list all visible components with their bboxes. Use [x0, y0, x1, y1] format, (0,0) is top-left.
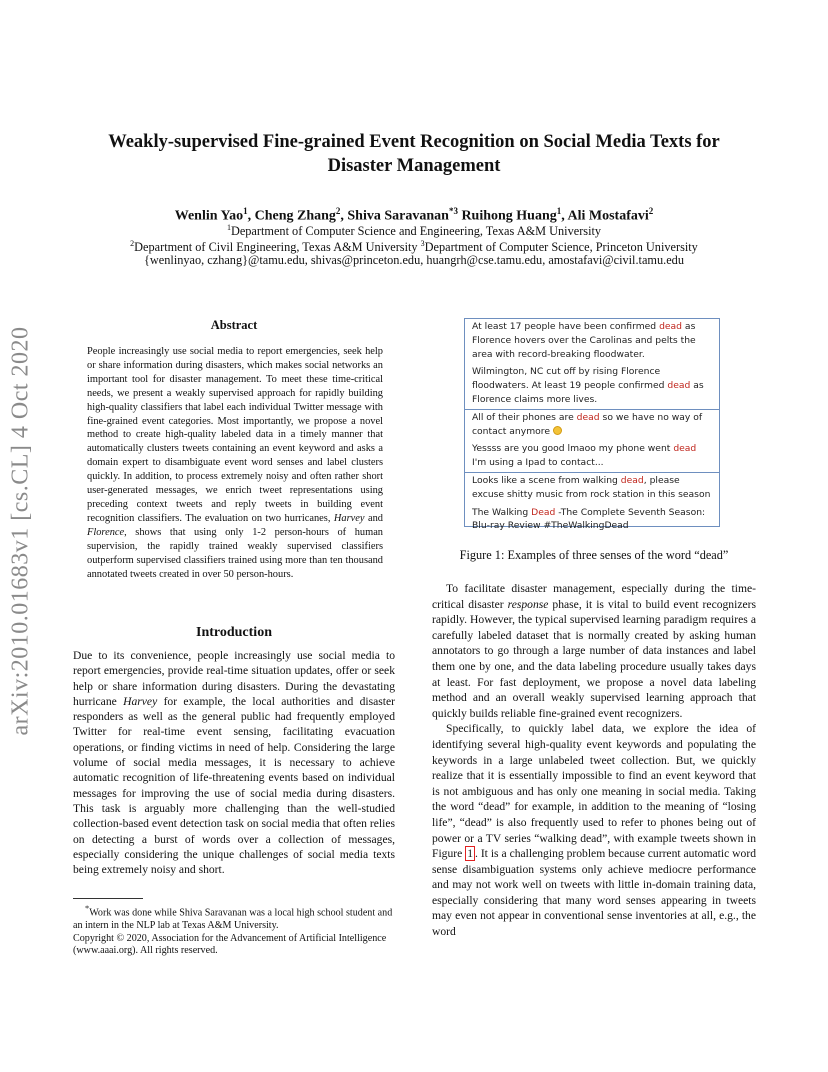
abstract-and: and: [364, 512, 383, 524]
keyword-dead: Dead: [531, 506, 556, 518]
abstract-text: , shows that using only 1-2 person-hours of human supervision, the rapidly trained weakly supervised classifiers outperform supervised classifiers trained using more than ten thousand annotated tweets created in over 50 person-hours.: [87, 526, 383, 580]
tweet-text: Yessss are you good lmaoo my phone went: [472, 443, 674, 455]
author-emails[interactable]: {wenlinyao, czhang}@tamu.edu, shivas@princeton.edu, huangrh@cse.tamu.edu, amostafavi@civil.tamu.edu: [144, 253, 684, 267]
affiliation-text: Department of Computer Science and Engineering, Texas A&M University: [230, 224, 602, 239]
footnote: [73, 903, 395, 958]
tweet-text: Wilmington, NC cut off by rising Florence floodwaters. At least 19 people confirmed: [472, 366, 668, 392]
tweet-text: Looks like a scene from walking: [472, 474, 621, 486]
tweet-text: At least 17 people have been confirmed: [472, 321, 660, 332]
abstract-text: People increasingly use social media to report emergencies, seek help or share information during disasters, which makes social networks an important tool for disaster management. To meet these time-critical needs, we present a weakly supervised approach for rapidly building high-quality classifiers that label each individual Twitter message with fine-grained event categories. Most importantly, we propose a novel method to create high-quality labeled data in a timely manner that automatically clusters tweets containing an event keyword and asks a domain expert to disambiguate event word senses and label clusters quickly. In addition, to process extremely noisy and often rather short user-generated messages, we enrich tweet representations using preceding context tweets and reply tweets in building event recognition classifiers. The evaluation on two hurricanes,: [87, 346, 383, 524]
title-line-1: Weakly-supervised Fine-grained Event Recognition on Social Media Texts for: [108, 132, 720, 152]
body-text: To facilitate disaster management, especially during the time-critical disaster: [432, 582, 756, 611]
tweet: [472, 320, 713, 361]
abstract-body: [87, 345, 383, 581]
figure-1-box: [464, 318, 720, 532]
author-name: Cheng Zhang: [254, 208, 336, 224]
tweet: [472, 442, 713, 470]
footnote-rule: [73, 898, 143, 899]
affiliation-sup: 2: [130, 239, 135, 248]
affiliation-text: Department of Civil Engineering, Texas A&M University: [134, 240, 421, 255]
author-sep: ,: [561, 208, 568, 224]
tweet-text: -The Complete Seventh Season: Blu-ray Review #TheWalkingDead: [472, 506, 706, 532]
author-sup: 2: [335, 206, 341, 216]
affiliation-text: Department of Computer Science, Princeton University: [424, 240, 698, 255]
tweet: [472, 474, 713, 502]
sense-group-tv-series: [465, 473, 719, 535]
tweet-text: I'm using a Ipad to contact...: [472, 457, 604, 469]
right-column-body: [432, 581, 756, 940]
figure-caption: Figure 1: Examples of three senses of the word “dead”: [459, 548, 729, 562]
author-sup: 1: [556, 206, 562, 216]
affiliation-sup: 1: [226, 223, 231, 232]
author-sup: 2: [648, 206, 654, 216]
footnote-text: Work was done while Shiva Saravanan was a local high school student and an intern in the NLP lab at Texas A&M University.: [73, 907, 393, 932]
body-text: phase, it is vital to build event recognizers rapidly. However, the typical supervised learning paradigm requires a carefully labeled dataset that is normally created by asking human annotators to go through a large number of data instances and label them one by one, and the data labeling procedure usually takes days at least. For fast deployment, we propose a novel data labeling method and an overall weakly supervised learning approach that quickly builds reliable fine-grained event recognizers.: [432, 597, 756, 720]
keyword-dead: dead: [673, 443, 697, 455]
author-sep: ,: [247, 208, 255, 224]
tweet-text: so we have no way of contact anymore: [472, 411, 703, 437]
intro-text: Due to its convenience, people increasingly use social media to report emergencies, provide real-time situation updates, offer or seek help or share information during disasters. During the devastating hurricane: [73, 649, 395, 708]
affiliation-sup: 3: [420, 239, 425, 248]
tweet: [472, 506, 713, 534]
title-line-2: Disaster Management: [327, 156, 501, 176]
author-name: Ali Mostafavi: [567, 208, 649, 224]
introduction-heading: Introduction: [196, 625, 272, 640]
arxiv-stamp: [3, 300, 39, 762]
body-text: . It is a challenging problem because current automatic word sense disambiguation systems only achieve mediocre performance and may not work well on tweets with little in-domain training data, especially considering that many word senses appearing in tweets may even not appear in conventional sense inventories at all, e.g., the word: [432, 847, 756, 939]
abstract-harvey: Harvey: [333, 512, 365, 524]
introduction-body: [73, 648, 395, 877]
keyword-dead: dead: [620, 474, 644, 486]
body-text: Specifically, to quickly label data, we explore the idea of identifying several high-quality event keywords and populating the keywords in a large unlabeled tweet collection. But, we quickly realize that it is essentially impossible to find an event keyword that is not ambiguous and has only one meaning in social media. Taking the word “dead” for example, in addition to the meaning of “losing life”, “dead” is also frequently used to refer to phones being out of power or a TV series “walking dead”, with example tweets shown in Figure: [432, 722, 756, 861]
intro-text: for example, the local authorities and disaster responders as well as the general public had frequently employed Twitter for real-time event sensing, facilitating evacuation operations, or finding victims in need of help. Considering the large volume of social media messages, it is necessary to achieve automatic recognition of life-threatening events based on individual messages for improving the use of social media during disasters. This task is arguably more challenging than the well-studied collection-based event detection task on social media that often relies on detecting a burst of words over a collection of messages, especially considering the unique challenges of social media texts being extremely noisy and short.: [73, 694, 396, 877]
author-sep: ,: [340, 208, 348, 224]
figure-ref-link[interactable]: 1: [467, 847, 473, 861]
abstract-heading: Abstract: [210, 318, 258, 332]
author-name: Shiva Saravanan: [347, 208, 449, 224]
keyword-dead: dead: [659, 321, 683, 332]
author-name: Ruihong Huang: [461, 208, 557, 224]
author-sup: 1: [243, 206, 248, 216]
arxiv-id[interactable]: arXiv:2010.01683v1 [cs.CL] 4 Oct 2020: [7, 326, 34, 736]
tweet-text: All of their phones are: [472, 411, 577, 423]
footnote-star: *: [85, 904, 90, 913]
smiley-emoji-icon: [553, 426, 562, 435]
tweet-text: as Florence hovers over the Carolinas and pelts the area with record-breaking floodwater.: [472, 321, 696, 360]
intro-harvey: Harvey: [123, 694, 158, 708]
author-sup: *3: [448, 206, 458, 216]
abstract-florence: Florence: [87, 526, 125, 538]
keyword-dead: dead: [576, 411, 600, 423]
tweet: [472, 411, 713, 439]
sense-group-phone: [465, 410, 719, 473]
emphasis-response: response: [507, 597, 549, 611]
tweet-text: The Walking: [472, 506, 532, 518]
tweet-text: as Florence claims more lives.: [472, 380, 704, 405]
tweet-text: , please excuse shitty music from rock station in this season: [472, 474, 711, 500]
keyword-dead: dead: [667, 380, 691, 392]
tweet: [472, 365, 713, 406]
paper-title: [60, 130, 768, 178]
sense-group-death: [465, 319, 719, 410]
author-name: Wenlin Yao: [174, 208, 244, 224]
copyright-text: Copyright © 2020, Association for the Advancement of Artificial Intelligence (www.aaai.org). All rights reserved.: [73, 932, 387, 957]
